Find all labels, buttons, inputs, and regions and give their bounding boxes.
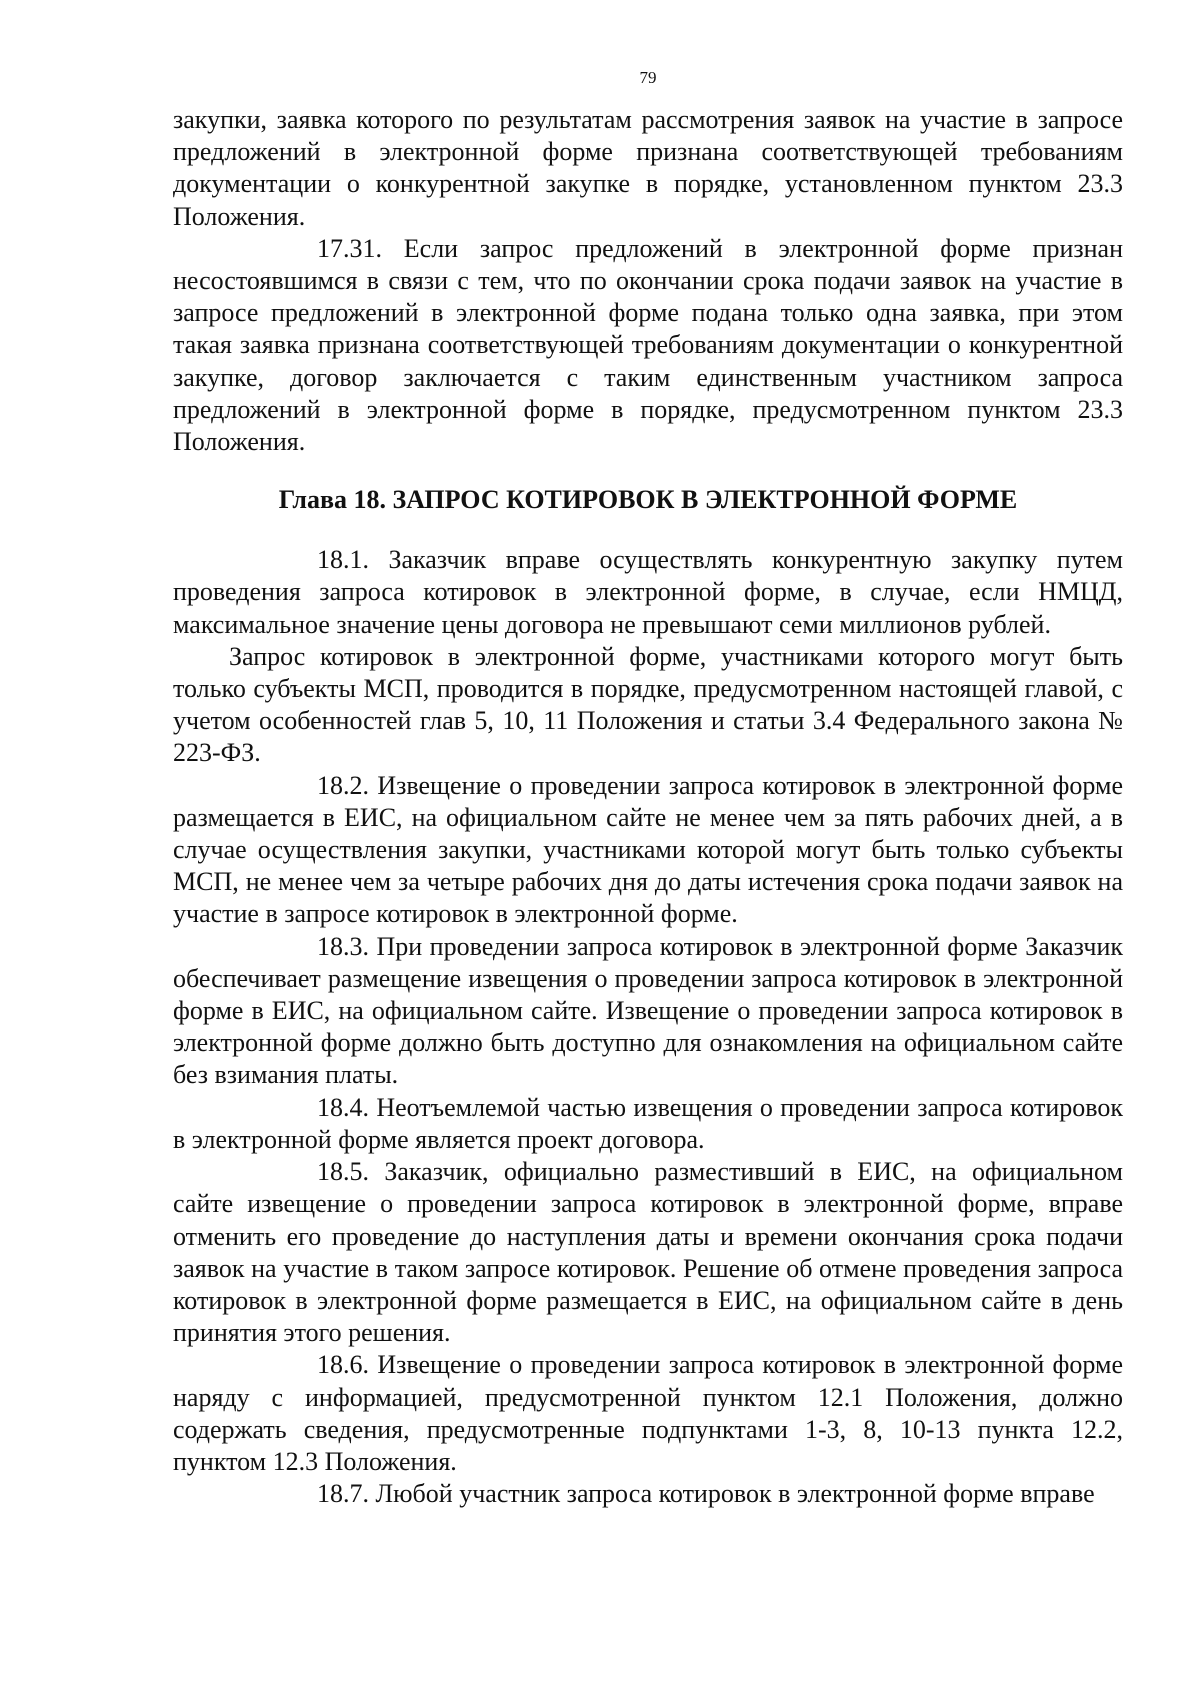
paragraph-continuation	[173, 104, 1123, 233]
paragraph-text: Извещение о проведении запроса котировок в электронной форме наряду с информацией, предусмотренной пунктом 12.1 Положения, должно содержать сведения, предусмотренные подпунктами 1-3, 8, 10-13 пункта 12.2, пунктом 12.3 Положения.	[173, 1350, 1123, 1476]
paragraph-text: Запрос котировок в электронной форме, участниками которого могут быть только субъекты МСП, проводится в порядке, предусмотренном настоящей главой, с учетом особенностей глав 5, 10, 11 Положения и статьи 3.4 Федерального закона № 223-ФЗ.	[173, 641, 1123, 768]
paragraph-18-3	[173, 931, 1123, 1092]
paragraph-17-31	[173, 233, 1123, 458]
paragraph-number: 17.31.	[317, 233, 382, 263]
paragraph-number: 18.7.	[317, 1479, 369, 1509]
paragraph-number: 18.4.	[317, 1092, 369, 1122]
paragraph-text: Заказчик, официально разместивший в ЕИС, на официальном сайте извещение о проведении запроса котировок в электронной форме, вправе отменить его проведение до наступления даты и времени окончания срока подачи заявок на участие в таком запросе котировок. Решение об отмене проведения запроса котировок в электронной форме размещается в ЕИС, на официальном сайте в день принятия этого решения.	[173, 1157, 1124, 1348]
paragraph-18-6	[173, 1349, 1123, 1478]
paragraph-18-2	[173, 770, 1123, 931]
paragraph-text: Неотъемлемой частью извещения о проведении запроса котировок в электронной форме является проект договора.	[173, 1092, 1123, 1154]
paragraph-18-5	[173, 1156, 1123, 1349]
paragraph-number: 18.5.	[317, 1157, 369, 1187]
paragraph-text: Любой участник запроса котировок в электронной форме вправе	[375, 1479, 1095, 1509]
document-page	[173, 68, 1123, 1510]
paragraph-text: Если запрос предложений в электронной форме признан несостоявшимся в связи с тем, что по окончании срока подачи заявок на участие в запросе предложений в электронной форме подана только одна заявка, при этом такая заявка признана соответствующей требованиям документации о конкурентной закупке, договор заключается с таким единственным участником запроса предложений в электронной форме в порядке, предусмотренном пунктом 23.3 Положения.	[173, 233, 1123, 457]
paragraph-18-1	[173, 544, 1123, 641]
paragraph-number: 18.2.	[317, 770, 369, 800]
paragraph-text: Заказчик вправе осуществлять конкурентную закупку путем проведения запроса котировок в электронной форме, в случае, если НМЦД, максимальное значение цены договора не превышают семи миллионов рублей.	[173, 545, 1123, 639]
chapter-heading: Глава 18. ЗАПРОС КОТИРОВОК В ЭЛЕКТРОННОЙ ФОРМЕ	[278, 485, 1018, 515]
paragraph-text: закупки, заявка которого по результатам рассмотрения заявок на участие в запросе предложений в электронной форме признана соответствующей требованиям документации о конкурентной закупке в порядке, установленном пунктом 23.3 Положения.	[173, 105, 1123, 231]
paragraph-18-1-part-2	[173, 641, 1123, 770]
paragraph-text: Извещение о проведении запроса котировок в электронной форме размещается в ЕИС, на официальном сайте не менее чем за пять рабочих дней, а в случае осуществления закупки, участниками которой могут быть только субъекты МСП, не менее чем за четыре рабочих дня до даты истечения срока подачи заявок на участие в запросе котировок в электронной форме.	[173, 770, 1123, 929]
paragraph-18-4	[173, 1092, 1123, 1156]
paragraph-number: 18.1.	[317, 545, 369, 575]
paragraph-18-7	[173, 1478, 1123, 1510]
paragraph-number: 18.6.	[317, 1350, 369, 1380]
paragraph-text: При проведении запроса котировок в электронной форме Заказчик обеспечивает размещение извещения о проведении запроса котировок в электронной форме в ЕИС, на официальном сайте. Извещение о проведении запроса котировок в электронной форме должно быть доступно для ознакомления на официальном сайте без взимания платы.	[173, 931, 1123, 1090]
page-number: 79	[639, 68, 657, 87]
paragraph-number: 18.3.	[317, 931, 369, 961]
